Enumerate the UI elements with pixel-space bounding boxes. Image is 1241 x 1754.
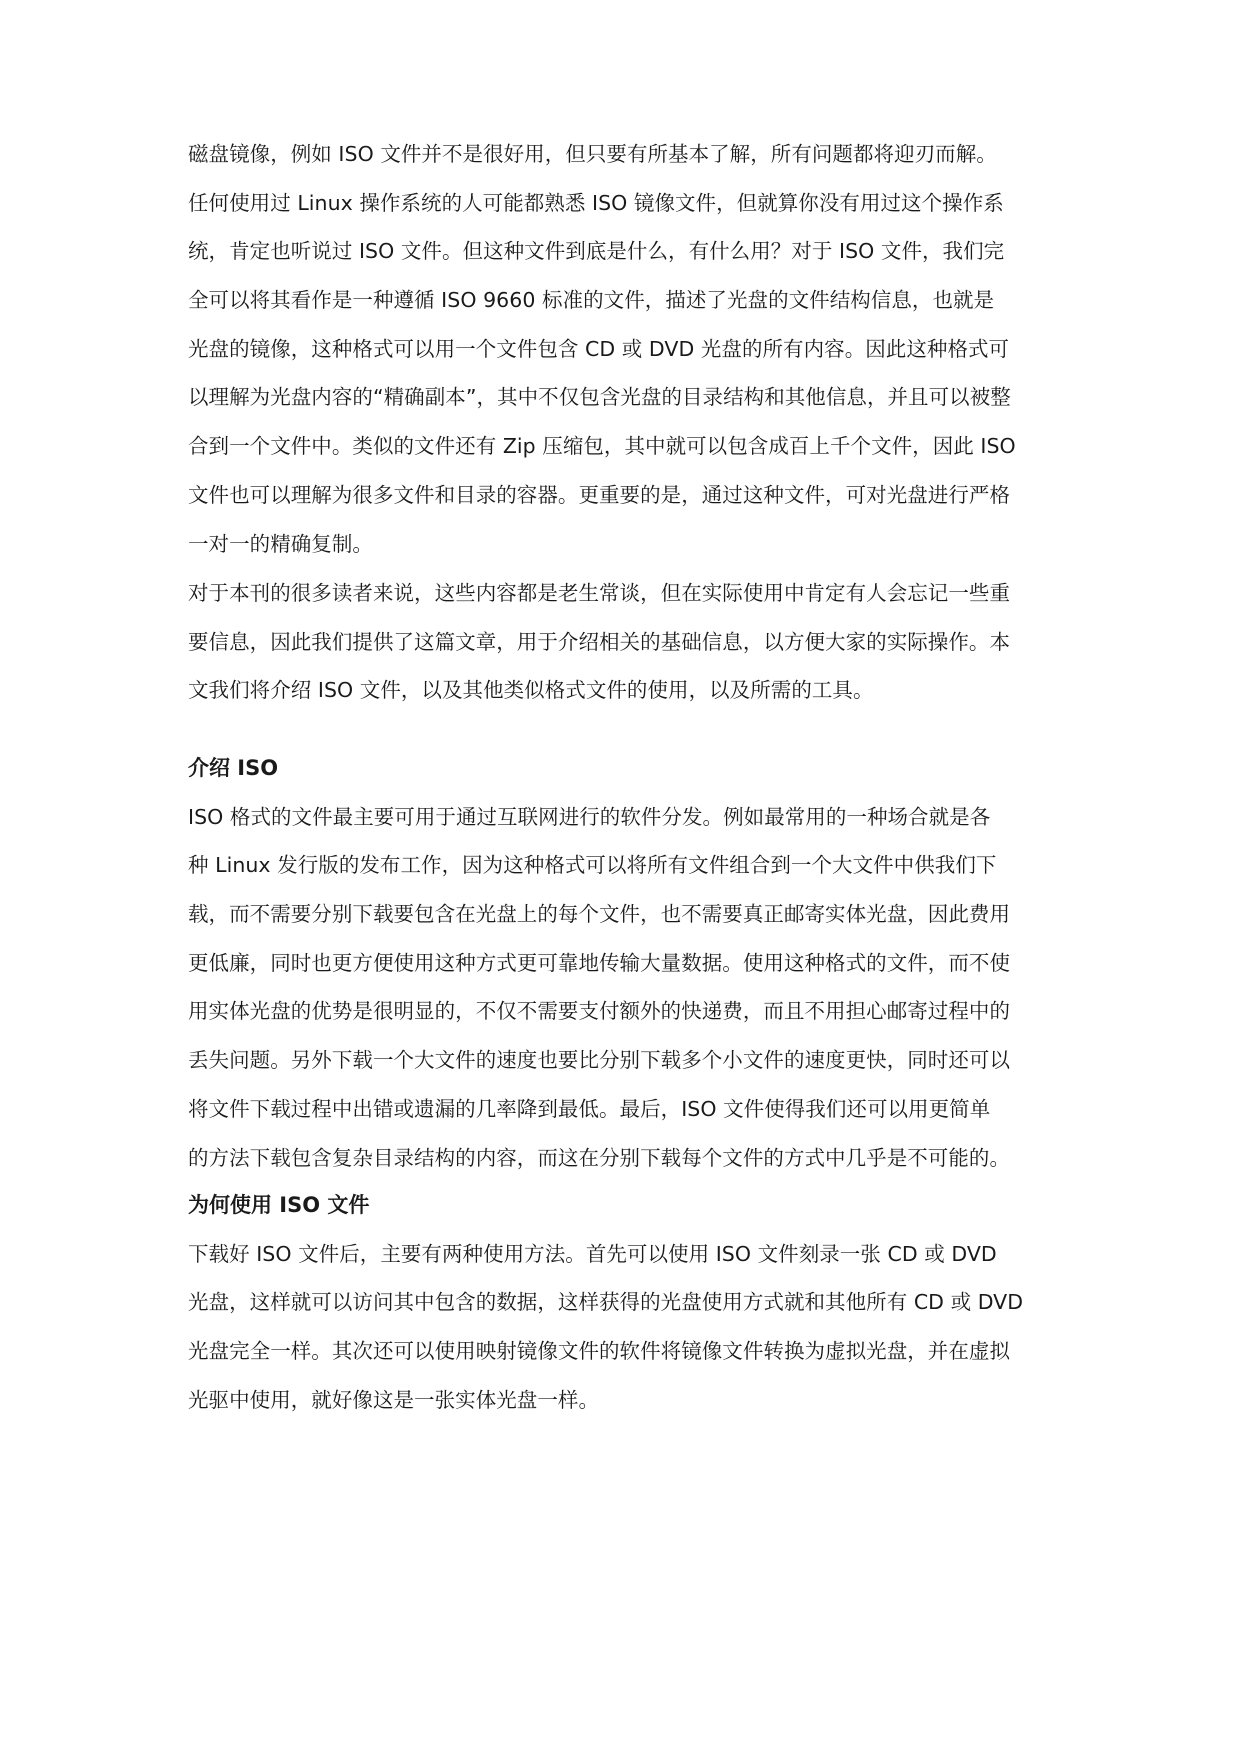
paragraph-line: 全可以将其看作是一种遵循 ISO 9660 标准的文件，描述了光盘的文件结构信息，也就是 (188, 288, 995, 313)
second-paragraph (188, 569, 1068, 715)
paragraph-line: 的方法下载包含复杂目录结构的内容，而这在分别下载每个文件的方式中几乎是不可能的。 (188, 1145, 1010, 1170)
paragraph-line: 用实体光盘的优势是很明显的，不仅不需要支付额外的快递费，而且不用担心邮寄过程中的 (188, 999, 1010, 1024)
paragraph-line: 将文件下载过程中出错或遗漏的几率降到最低。最后，ISO 文件使得我们还可以用更简单 (188, 1096, 991, 1121)
paragraph-line: 统，肯定也听说过 ISO 文件。但这种文件到底是什么，有什么用？对于 ISO 文件，我们完 (188, 239, 1005, 264)
paragraph-line: 光盘，这样就可以访问其中包含的数据，这样获得的光盘使用方式就和其他所有 CD 或 DVD (188, 1290, 1024, 1315)
paragraph-line: 下载好 ISO 文件后，主要有两种使用方法。首先可以使用 ISO 文件刻录一张 CD 或 DVD (188, 1241, 997, 1266)
paragraph-line: 光盘完全一样。其次还可以使用映射镜像文件的软件将镜像文件转换为虚拟光盘，并在虚拟 (188, 1339, 1010, 1364)
paragraph-line: 一对一的精确复制。 (188, 531, 373, 556)
paragraph-line: 载，而不需要分别下载要包含在光盘上的每个文件，也不需要真正邮寄实体光盘，因此费用 (188, 902, 1010, 927)
paragraph-line: 光盘的镜像，这种格式可以用一个文件包含 CD 或 DVD 光盘的所有内容。因此这种格式可 (188, 336, 1010, 361)
paragraph-line: 磁盘镜像，例如 ISO 文件并不是很好用，但只要有所基本了解，所有问题都将迎刃而解。 (188, 142, 997, 166)
paragraph-line: 以理解为光盘内容的“精确副本”，其中不仅包含光盘的目录结构和其他信息，并且可以被整 (188, 385, 1011, 410)
section-introduce-iso (188, 744, 1068, 1182)
section-heading: 介绍 ISO (188, 756, 279, 780)
paragraph-line: 文件也可以理解为很多文件和目录的容器。更重要的是，通过这种文件，可对光盘进行严格 (188, 482, 1010, 507)
intro-paragraph (188, 130, 1068, 568)
paragraph-line: 种 Linux 发行版的发布工作，因为这种格式可以将所有文件组合到一个大文件中供我们下 (188, 853, 997, 878)
paragraph-line: 更低廉，同时也更方便使用这种方式更可靠地传输大量数据。使用这种格式的文件，而不使 (188, 950, 1010, 975)
paragraph-line: 对于本刊的很多读者来说，这些内容都是老生常谈，但在实际使用中肯定有人会忘记一些重 (188, 581, 1010, 605)
section-heading: 为何使用 ISO 文件 (188, 1193, 370, 1217)
paragraph-line: 任何使用过 Linux 操作系统的人可能都熟悉 ISO 镜像文件，但就算你没有用过这个操作系 (188, 190, 1004, 215)
paragraph-line: 光驱中使用，就好像这是一张实体光盘一样。 (188, 1387, 599, 1412)
paragraph-line: 要信息，因此我们提供了这篇文章，用于介绍相关的基础信息，以方便大家的实际操作。本 (188, 629, 1010, 654)
paragraph-line: 合到一个文件中。类似的文件还有 Zip 压缩包，其中就可以包含成百上千个文件，因此 ISO (188, 434, 1016, 459)
section-why-use-iso (188, 1181, 1068, 1424)
paragraph-line: 文我们将介绍 ISO 文件，以及其他类似格式文件的使用，以及所需的工具。 (188, 678, 874, 703)
paragraph-line: ISO 格式的文件最主要可用于通过互联网进行的软件分发。例如最常用的一种场合就是各 (188, 804, 991, 829)
paragraph-line: 丢失问题。另外下载一个大文件的速度也要比分别下载多个小文件的速度更快，同时还可以 (188, 1048, 1010, 1073)
